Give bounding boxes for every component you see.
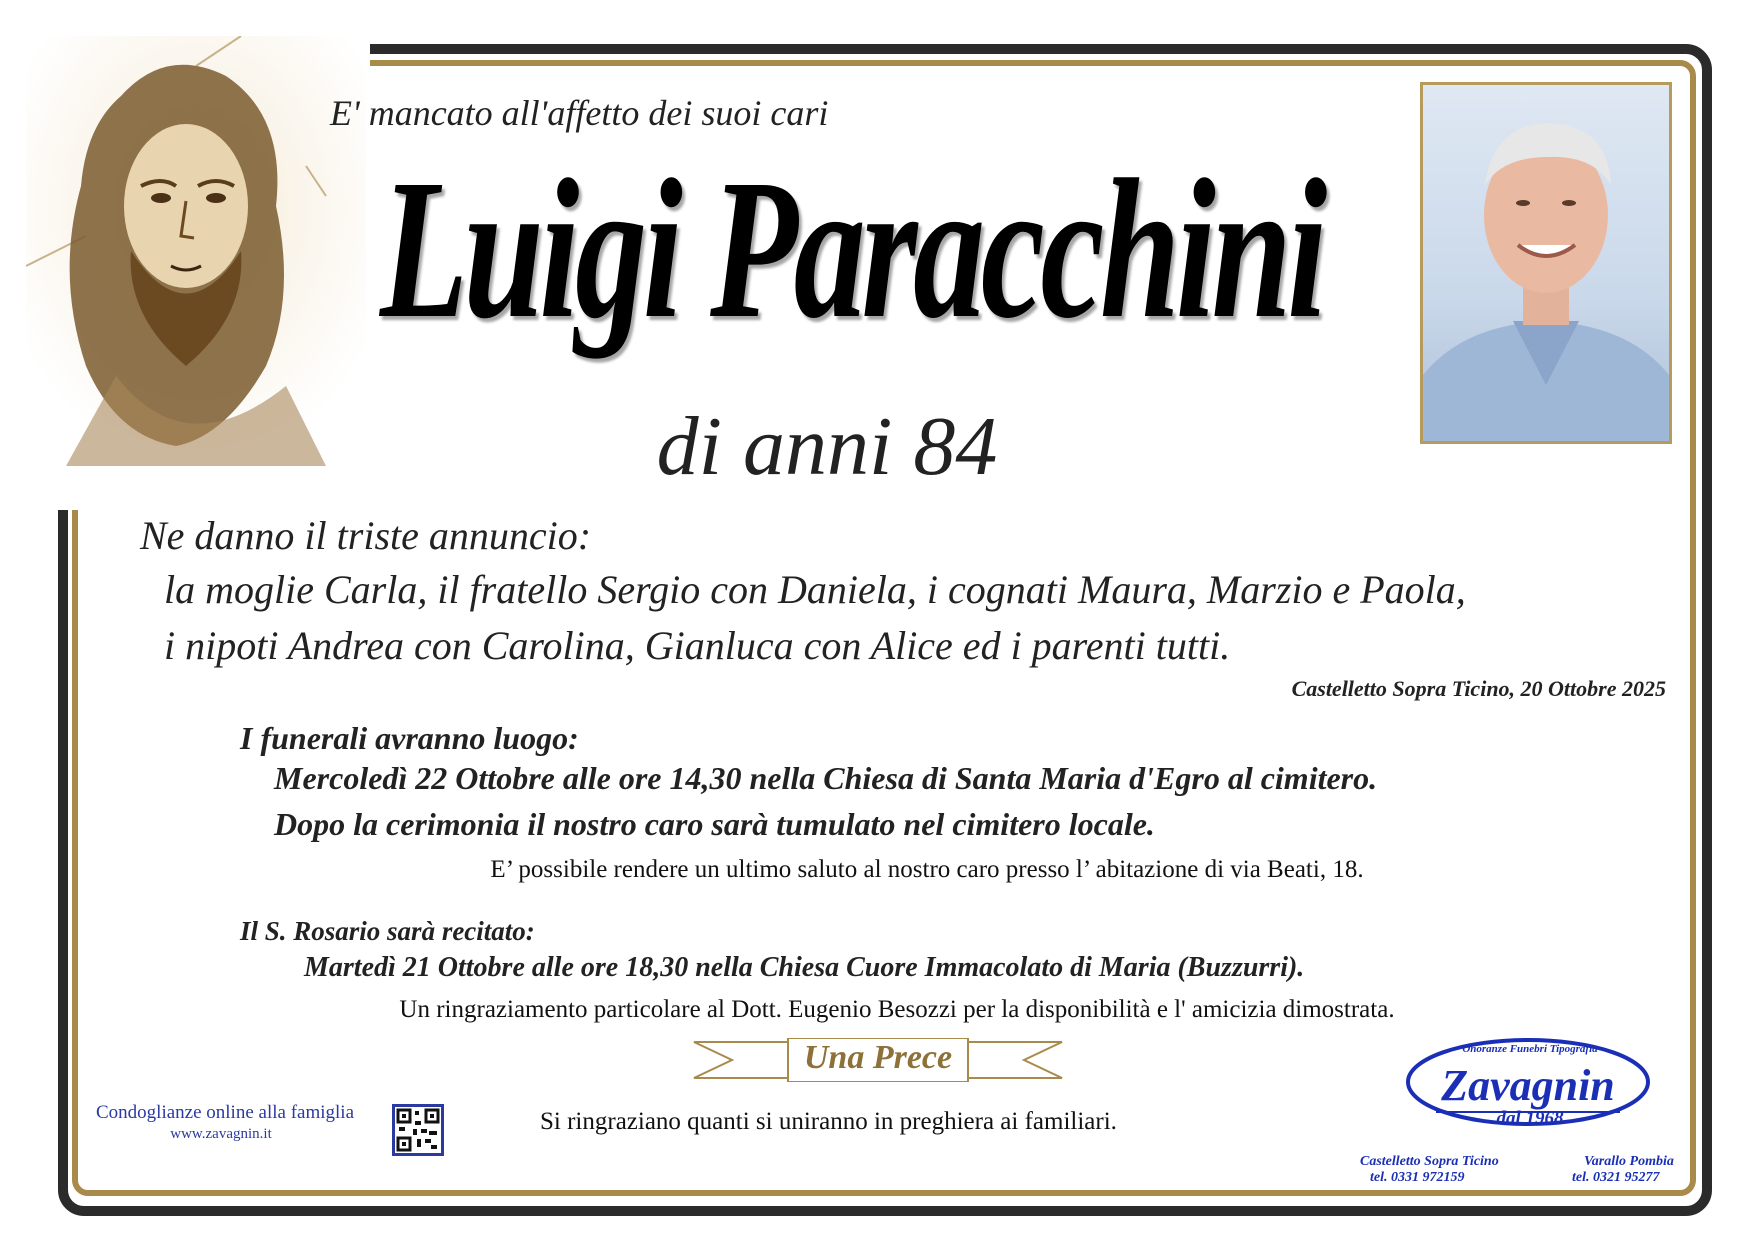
prayer-text: Una Prece (803, 1039, 953, 1076)
deceased-name: Luigi Paracchini (380, 139, 1323, 360)
office-town: Varallo Pombia (1584, 1154, 1674, 1169)
office-varallo (1572, 1154, 1674, 1186)
office-phone: tel. 0331 972159 (1370, 1170, 1465, 1185)
rosary-line-1: Martedì 21 Ottobre alle ore 18,30 nella Chiesa Cuore Immacolato di Maria (Buzzurri). (304, 952, 1305, 983)
man-portrait-image (1423, 85, 1669, 441)
qr-pattern (395, 1107, 441, 1153)
announcement-heading: Ne danno il triste annuncio: (140, 513, 592, 558)
family-line-1: la moglie Carla, il fratello Sergio con Daniela, i cognati Maura, Marzio e Paola, (164, 567, 1466, 612)
office-town: Castelletto Sopra Ticino (1360, 1154, 1499, 1169)
family-line-2: i nipoti Andrea con Carolina, Gianluca con Alice ed i parenti tutti. (164, 623, 1231, 668)
agency-since: dal 1968 (1496, 1108, 1564, 1129)
agency-tagline: Onoranze Funebri Tipografia (1462, 1043, 1598, 1055)
office-castelletto (1360, 1154, 1499, 1186)
deceased-age: di anni 84 (656, 400, 998, 493)
visit-note: E’ possibile rendere un ultimo saluto al nostro caro presso l’ abitazione di via Beati, 18. (490, 856, 1364, 883)
place-date: Castelletto Sopra Ticino, 20 Ottobre 2025 (1291, 676, 1666, 701)
agency-name: Zavagnin (1441, 1061, 1615, 1110)
deceased-photo (1420, 82, 1672, 444)
qr-code-icon[interactable] (392, 1104, 444, 1156)
condolences-label: Condoglianze online alla famiglia (96, 1102, 355, 1123)
prayer-ribbon (692, 1038, 1064, 1082)
funeral-line-1: Mercoledì 22 Ottobre alle ore 14,30 nella Chiesa di Santa Maria d'Egro al cimitero. (274, 760, 1378, 796)
special-thanks: Un ringraziamento particolare al Dott. Eugenio Besozzi per la disponibilità e l' amicizia dimostrata. (399, 996, 1395, 1023)
funeral-heading: I funerali avranno luogo: (240, 720, 579, 756)
intro-text: E' mancato all'affetto dei suoi cari (330, 93, 829, 133)
funeral-line-2: Dopo la cerimonia il nostro caro sarà tumulato nel cimitero locale. (274, 806, 1155, 842)
rosary-heading: Il S. Rosario sarà recitato: (240, 916, 535, 946)
closing-thanks: Si ringraziano quanti si uniranno in preghiera ai familiari. (540, 1108, 1117, 1135)
condolences-url[interactable]: www.zavagnin.it (170, 1126, 272, 1142)
office-phone: tel. 0321 95277 (1572, 1170, 1660, 1185)
